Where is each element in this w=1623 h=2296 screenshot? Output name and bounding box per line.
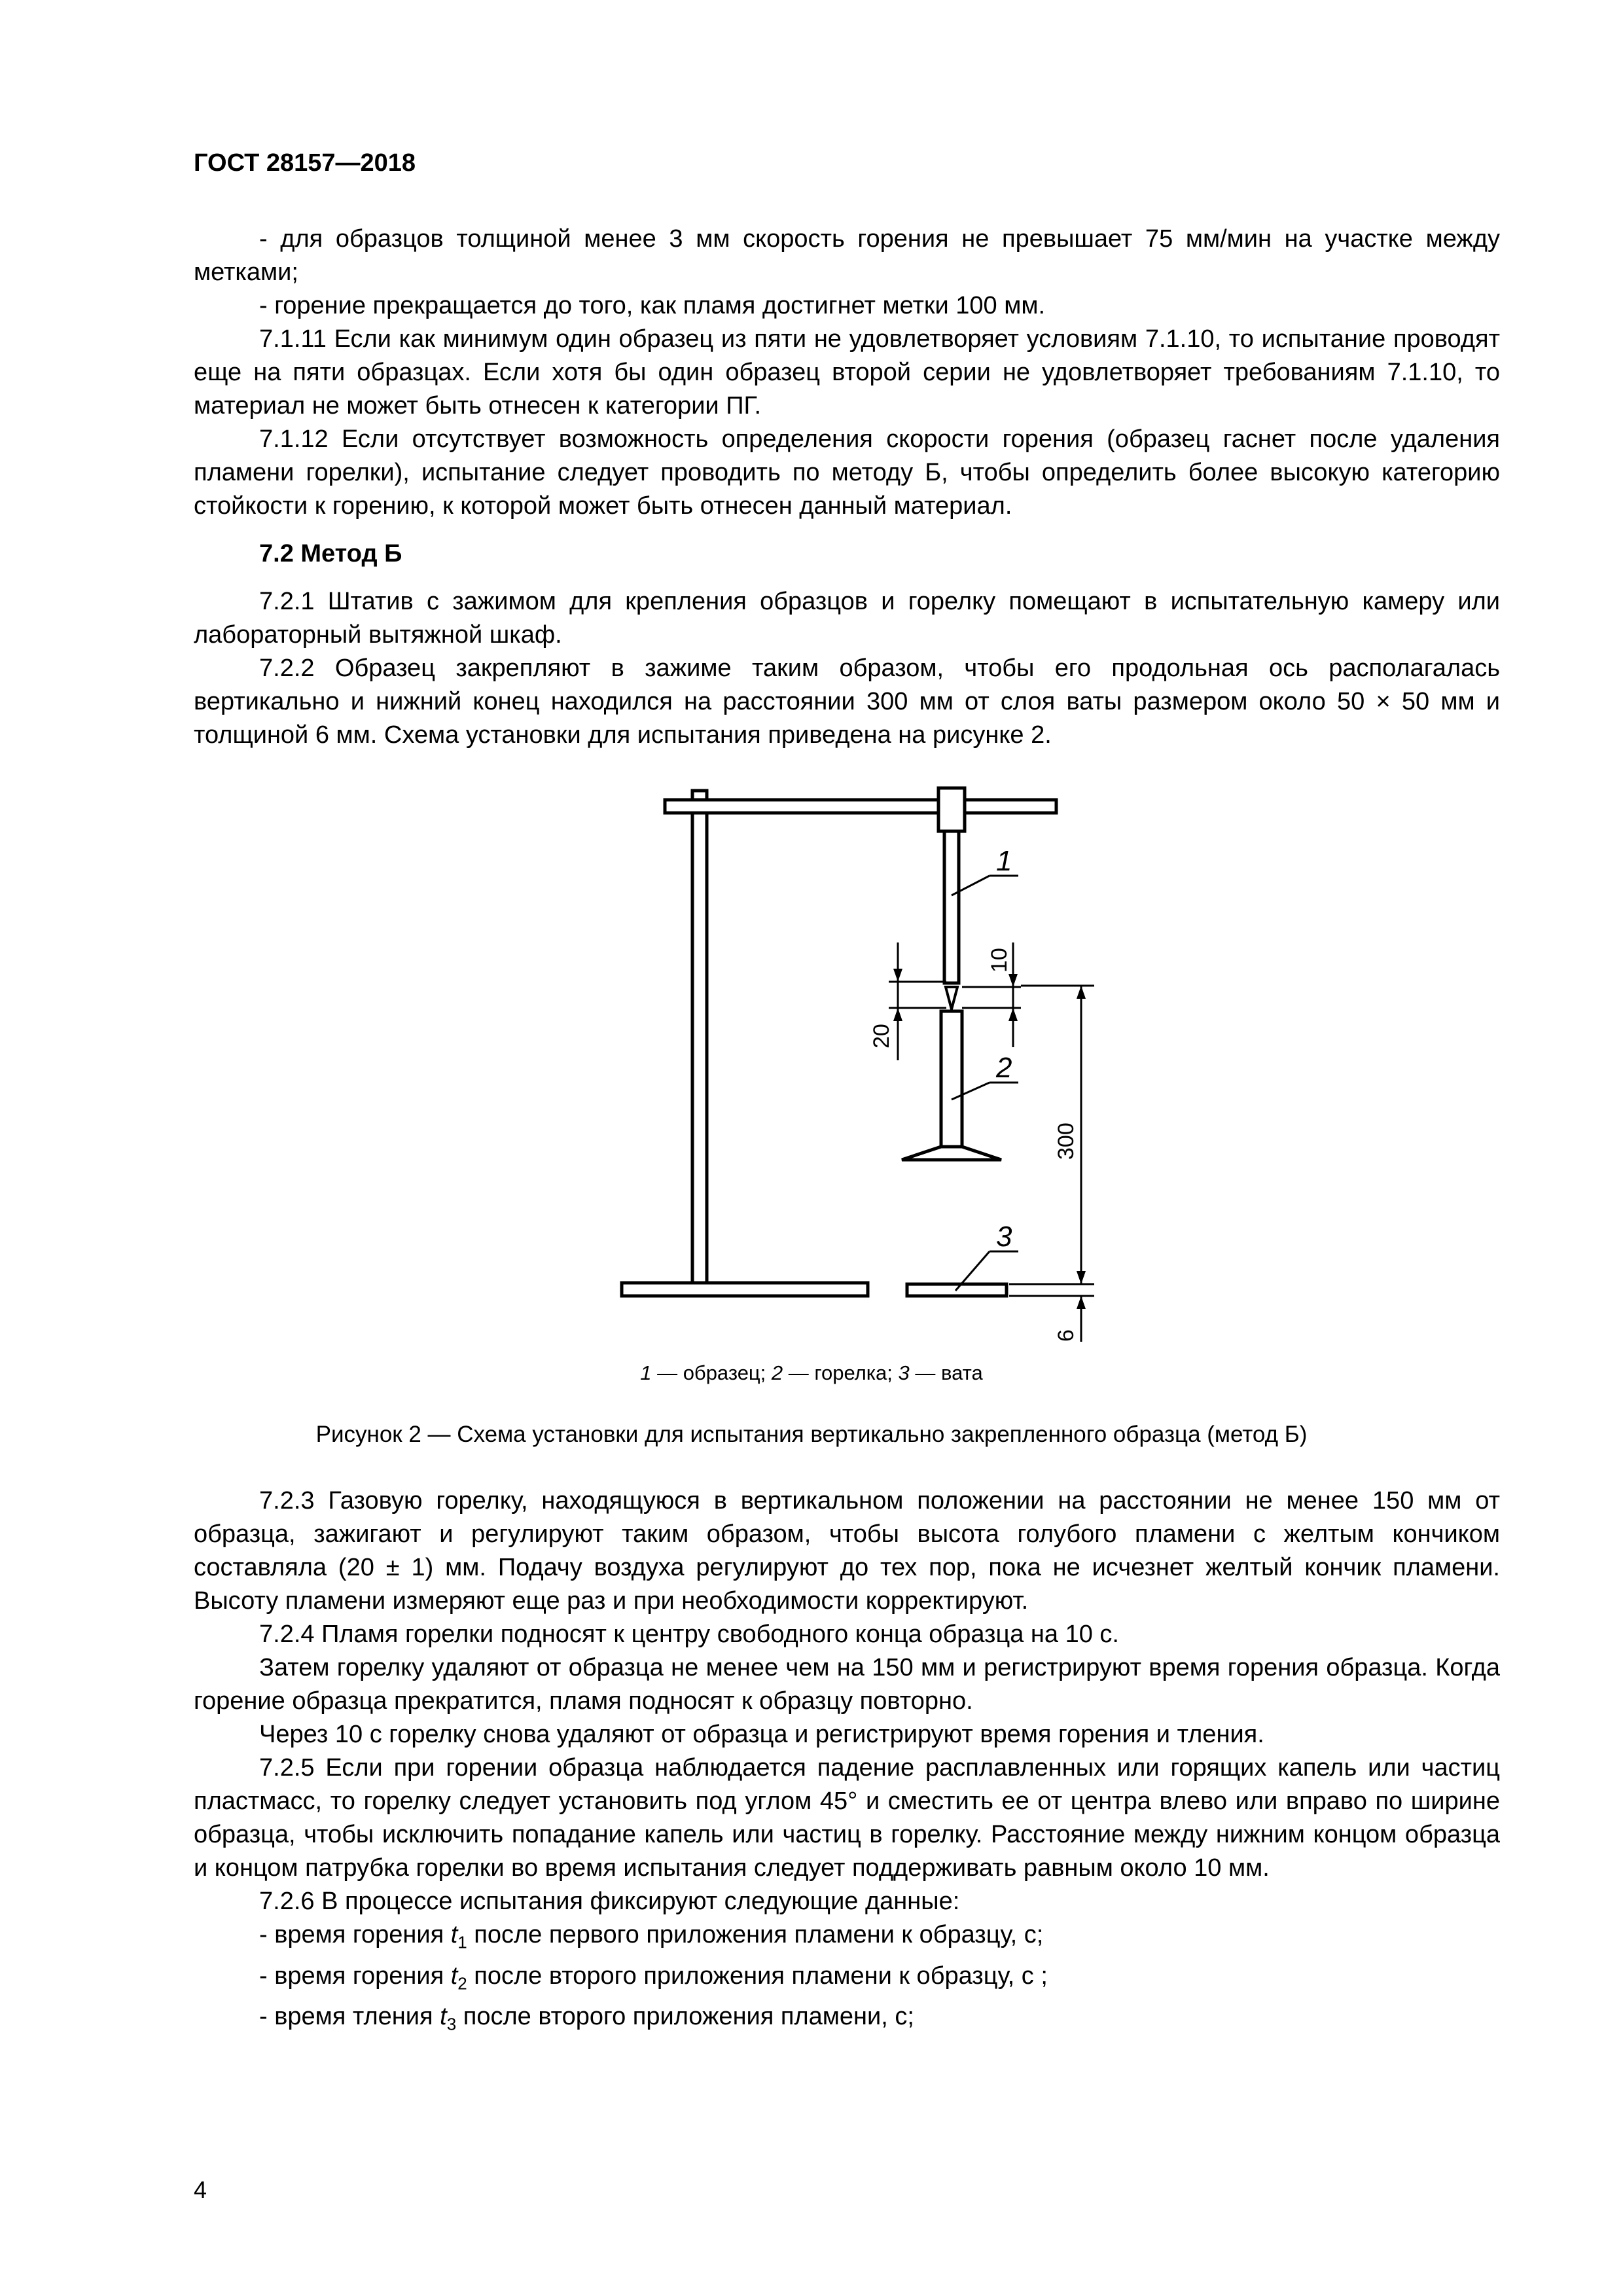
paragraph: 7.1.11 Если как минимум один образец из пяти не удовлетворяет условиям 7.1.10, то испытание проводят еще на пяти образцах. Если хотя бы один образец второй серии не удовлетворяет требованиям 7.1.10, то материал не может быть отнесен к категории ПГ. xyxy=(194,325,1500,420)
arrow xyxy=(893,969,902,982)
clamp-arm xyxy=(665,800,1056,813)
list-text: - время тления xyxy=(259,2003,440,2031)
paragraph: 7.1.12 Если отсутствует возможность определения скорости горения (образец гаснет после удаления пламени горелки), испытание следует проводить по методу Б, чтобы определить более высокую категорию стойкости к горению, к которой может быть отнесен данный материал. xyxy=(194,425,1500,520)
dim-label-300: 300 xyxy=(1054,1122,1079,1160)
paragraph: 7.2.6 В процессе испытания фиксируют следующие данные: xyxy=(259,1888,960,1915)
legend-text: — горелка; xyxy=(783,1361,899,1384)
legend-num: 2 xyxy=(771,1361,783,1384)
section-title: 7.2 Метод Б xyxy=(259,540,402,567)
paragraph: 7.2.3 Газовую горелку, находящуюся в вертикальном положении на расстоянии не менее 150 мм от образца, зажигают и регулируют таким образом, чтобы высота голубого пламени с желтым кончиком составляла (20 ± 1) мм. Подачу воздуха регулируют до тех пор, пока не исчезнет желтый кончик пламени. Высоту пламени измеряют еще раз и при необходимости корректируют. xyxy=(194,1487,1500,1615)
paragraph: - горение прекращается до того, как пламя достигнет метки 100 мм. xyxy=(259,292,1046,319)
document-header: ГОСТ 28157—2018 xyxy=(194,149,416,177)
var-sub: 1 xyxy=(457,1932,467,1952)
specimen xyxy=(944,831,959,983)
legend-text: — образец; xyxy=(651,1361,772,1384)
list-text: - время горения xyxy=(259,1921,451,1948)
burner-base xyxy=(902,1147,1001,1160)
paragraph: - для образцов толщиной менее 3 мм скорость горения не превышает 75 мм/мин на участке между метками; xyxy=(194,225,1500,286)
arrow xyxy=(893,1008,902,1021)
callout-2: 2 xyxy=(996,1052,1012,1084)
arrow xyxy=(1008,974,1018,987)
paragraph: Затем горелку удаляют от образца не менее чем на 150 мм и регистрируют время горения образца. Когда горение образца прекратится, пламя подносят к образцу повторно. xyxy=(194,1654,1500,1715)
arrow xyxy=(1077,1271,1086,1284)
list-text: - время горения xyxy=(259,1962,451,1990)
paragraph: 7.2.1 Штатив с зажимом для крепления образцов и горелку помещают в испытательную камеру или лабораторный вытяжной шкаф. xyxy=(194,588,1500,649)
dim-label-10: 10 xyxy=(987,948,1012,973)
legend-num: 1 xyxy=(640,1361,652,1384)
legend-num: 3 xyxy=(898,1361,910,1384)
paragraph: Через 10 с горелку снова удаляют от образца и регистрируют время горения и тления. xyxy=(259,1721,1264,1748)
arrow xyxy=(1077,1296,1086,1309)
arrow xyxy=(1008,1008,1018,1021)
var-sub: 2 xyxy=(457,1973,467,1994)
callout-3: 3 xyxy=(996,1221,1012,1253)
list-text: после второго приложения пламени к образцу, с ; xyxy=(467,1962,1048,1990)
stand-base xyxy=(622,1283,868,1296)
legend-text: — вата xyxy=(909,1361,983,1384)
var-t: t xyxy=(440,2003,447,2031)
dim-label-20: 20 xyxy=(869,1024,894,1049)
var-sub: 3 xyxy=(446,2014,457,2034)
arrow xyxy=(1077,986,1086,999)
flame xyxy=(946,987,957,1009)
burner-tube xyxy=(941,1011,962,1147)
paragraph: 7.2.5 Если при горении образца наблюдается падение расплавленных или горящих капель или частиц пластмасс, то горелку следует установить под углом 45° и сместить ее от центра влево или вправо по ширине образца, чтобы исключить попадание капель или частиц в горелку. Расстояние между нижним концом образца и концом патрубка горелки во время испытания следует поддерживать равным около 10 мм. xyxy=(194,1754,1500,1882)
paragraph: 7.2.2 Образец закрепляют в зажиме таким образом, чтобы его продольная ось располагалась вертикально и нижний конец находился на расстоянии 300 мм от слоя ваты размером около 50 × 50 мм и толщиной 6 мм. Схема установки для испытания приведена на рисунке 2. xyxy=(194,655,1500,749)
list-text: после первого приложения пламени к образцу, с; xyxy=(467,1921,1044,1948)
list-item xyxy=(194,2000,1500,2041)
list-item xyxy=(194,1918,1500,1960)
text-block-7-2 xyxy=(194,1484,1500,2041)
list-text: после второго приложения пламени, с; xyxy=(456,2003,914,2031)
figure-legend xyxy=(0,1361,1623,1385)
stand-rod xyxy=(692,791,707,1285)
var-t: t xyxy=(450,1921,458,1948)
dim-label-6: 6 xyxy=(1054,1329,1079,1342)
list-item xyxy=(194,1960,1500,2001)
clamp-block xyxy=(938,788,965,831)
page-number: 4 xyxy=(194,2176,207,2203)
paragraph: 7.2.4 Пламя горелки подносят к центру свободного конца образца на 10 с. xyxy=(259,1621,1119,1648)
callout-1: 1 xyxy=(996,845,1012,877)
figure-caption: Рисунок 2 — Схема установки для испытания вертикально закрепленного образца (метод Б) xyxy=(315,1422,1308,1447)
var-t: t xyxy=(450,1962,458,1990)
